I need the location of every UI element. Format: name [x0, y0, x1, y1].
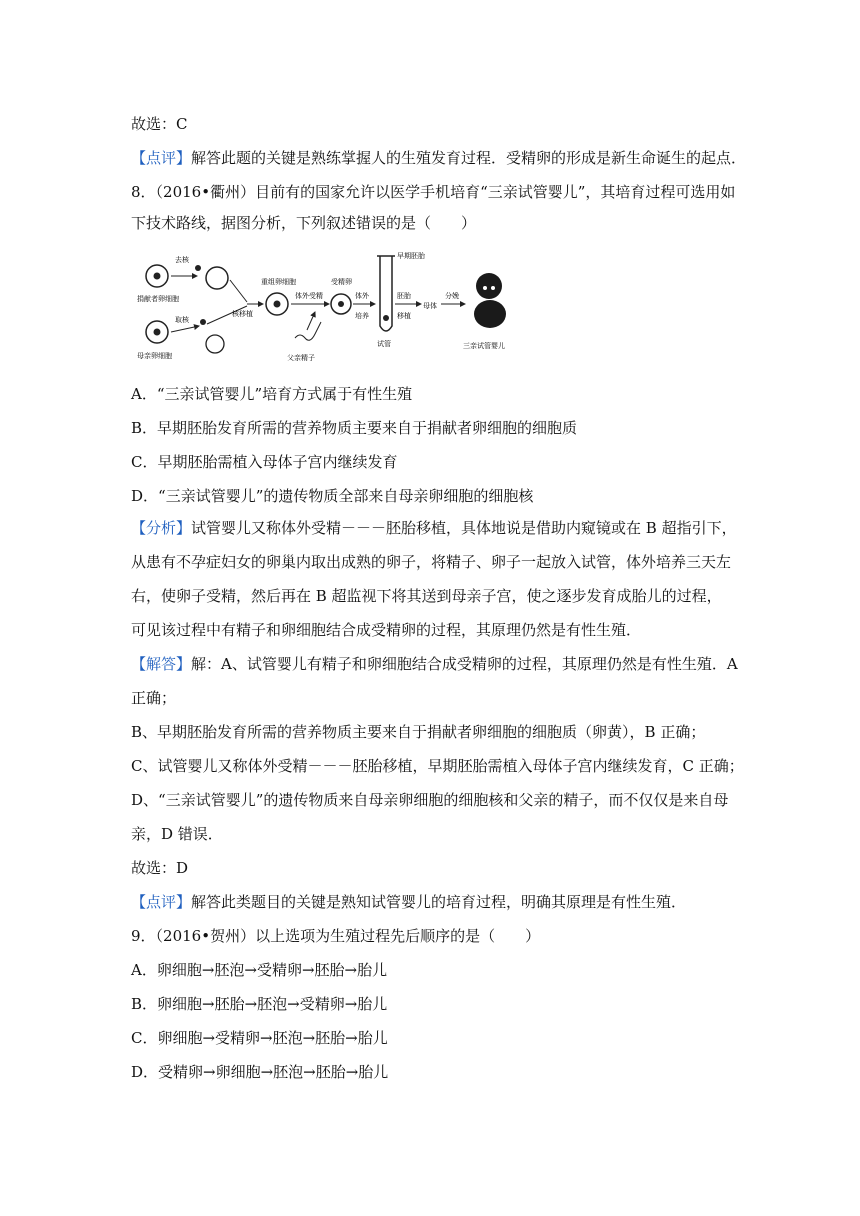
q7-answer: 故选：C [131, 115, 188, 133]
analysis-line2: 从患有不孕症妇女的卵巢内取出成熟的卵子，将精子、卵子一起放入试管，体外培养三天左 [131, 553, 732, 571]
analysis-line1 [131, 518, 741, 538]
q9-option-a: A．卵细胞→胚泡→受精卵→胚胎→胎儿 [131, 961, 388, 979]
nucleus-taken-label: 取核 [175, 316, 189, 324]
father-sperm-label: 父亲精子 [287, 354, 315, 362]
baby-label: 三亲试管婴儿 [463, 342, 505, 350]
q7-comment [131, 148, 747, 168]
enucleated-cell-icon [206, 267, 228, 289]
embryo-transfer-label-2: 移植 [397, 312, 411, 320]
donor-egg-label: 捐献者卵细胞 [137, 295, 179, 303]
solution-line5: D、“三亲试管婴儿”的遗传物质来自母亲卵细胞的细胞核和父亲的精子，而不仅仅是来自母 [131, 791, 729, 809]
early-embryo-label: 早期胚胎 [397, 252, 425, 260]
analysis-line3: 右，使卵子受精，然后再在 B 超监视下将其送到母亲子宫，使之逐步发育成胎儿的过程， [131, 587, 722, 605]
solution-tag: 【解答】 [131, 655, 192, 673]
in-vitro-label-1: 体外 [355, 292, 369, 300]
cell-icon [146, 265, 168, 287]
transplant-label: 核移植 [232, 310, 253, 318]
q9-option-c: C．卵细胞→受精卵→胚泡→胚胎→胎儿 [131, 1029, 388, 1047]
in-vitro-label-2: 培养 [355, 312, 369, 320]
q8-comment [131, 892, 741, 912]
pregnancy-label: 母体 [423, 302, 437, 310]
embryo-transfer-label-1: 胚胎 [397, 292, 411, 300]
comment-tag: 【点评】 [131, 149, 192, 167]
solution-line2: 正确； [131, 689, 177, 707]
q8-option-c: C．早期胚胎需植入母体子宫内继续发育 [131, 453, 398, 471]
comment-tag: 【点评】 [131, 893, 192, 911]
solution-line1 [131, 654, 741, 674]
q9-option-b: B．卵细胞→胚胎→胚泡→受精卵→胎儿 [131, 995, 388, 1013]
q8-option-a: A．“三亲试管婴儿”培育方式属于有性生殖 [131, 385, 413, 403]
analysis-tag: 【分析】 [131, 519, 192, 537]
sperm-icon [295, 322, 321, 340]
solution-line4: C、试管婴儿又称体外受精－－－胚胎移植，早期胚胎需植入母体子宫内继续发育，C 正确； [131, 757, 744, 775]
q8-stem-line1: 8．（2016•衢州）目前有的国家允许以医学手机培育“三亲试管婴儿”，其培育过程可选用如 [131, 183, 736, 201]
comment-text: 解答此类题目的关键是熟知试管婴儿的培育过程，明确其原理是有性生殖． [191, 893, 687, 911]
nucleus-removed-label: 去核 [175, 256, 189, 264]
q8-stem-line2: 下技术路线，据图分析，下列叙述错误的是（ ） [131, 214, 477, 232]
solution-text: 解：A、试管婴儿有精子和卵细胞结合成受精卵的过程，其原理仍然是有性生殖．A [191, 655, 738, 673]
q8-option-b: B．早期胚胎发育所需的营养物质主要来自于捐献者卵细胞的细胞质 [131, 419, 578, 437]
ivf-process-diagram [135, 246, 515, 364]
q9-option-d: D．受精卵→卵细胞→胚泡→胚胎→胎儿 [131, 1063, 389, 1081]
analysis-text: 试管婴儿又称体外受精－－－胚胎移植，具体地说是借助内窥镜或在 B 超指引下， [191, 519, 737, 537]
cell-icon [146, 321, 168, 343]
remaining-cell-icon [206, 335, 224, 353]
baby-icon [474, 273, 506, 328]
analysis-line4: 可见该过程中有精子和卵细胞结合成受精卵的过程，其原理仍然是有性生殖． [131, 621, 642, 639]
solution-line6: 亲，D 错误． [131, 825, 223, 843]
zygote-label: 受精卵 [331, 278, 352, 286]
solution-line3: B、早期胚胎发育所需的营养物质主要来自于捐献者卵细胞的细胞质（卵黄），B 正确； [131, 723, 706, 741]
q9-stem: 9．（2016•贺州）以上选项为生殖过程先后顺序的是（ ） [131, 927, 541, 945]
reconstructed-egg-label: 重组卵细胞 [261, 278, 296, 286]
cell-icon [331, 294, 351, 314]
comment-text: 解答此题的关键是熟练掌握人的生殖发育过程．受精卵的形成是新生命诞生的起点． [191, 149, 747, 167]
q8-option-d: D．“三亲试管婴儿”的遗传物质全部来自母亲卵细胞的细胞核 [131, 487, 534, 505]
mother-egg-label: 母亲卵细胞 [137, 352, 172, 360]
cell-icon [266, 293, 288, 315]
test-tube-label: 试管 [377, 340, 391, 348]
taken-nucleus-dot [200, 319, 206, 325]
ivf-label: 体外受精 [295, 292, 323, 300]
q8-answer: 故选：D [131, 859, 189, 877]
test-tube-icon [377, 256, 395, 331]
removed-nucleus-dot [195, 265, 201, 271]
birth-label: 分娩 [445, 292, 459, 300]
